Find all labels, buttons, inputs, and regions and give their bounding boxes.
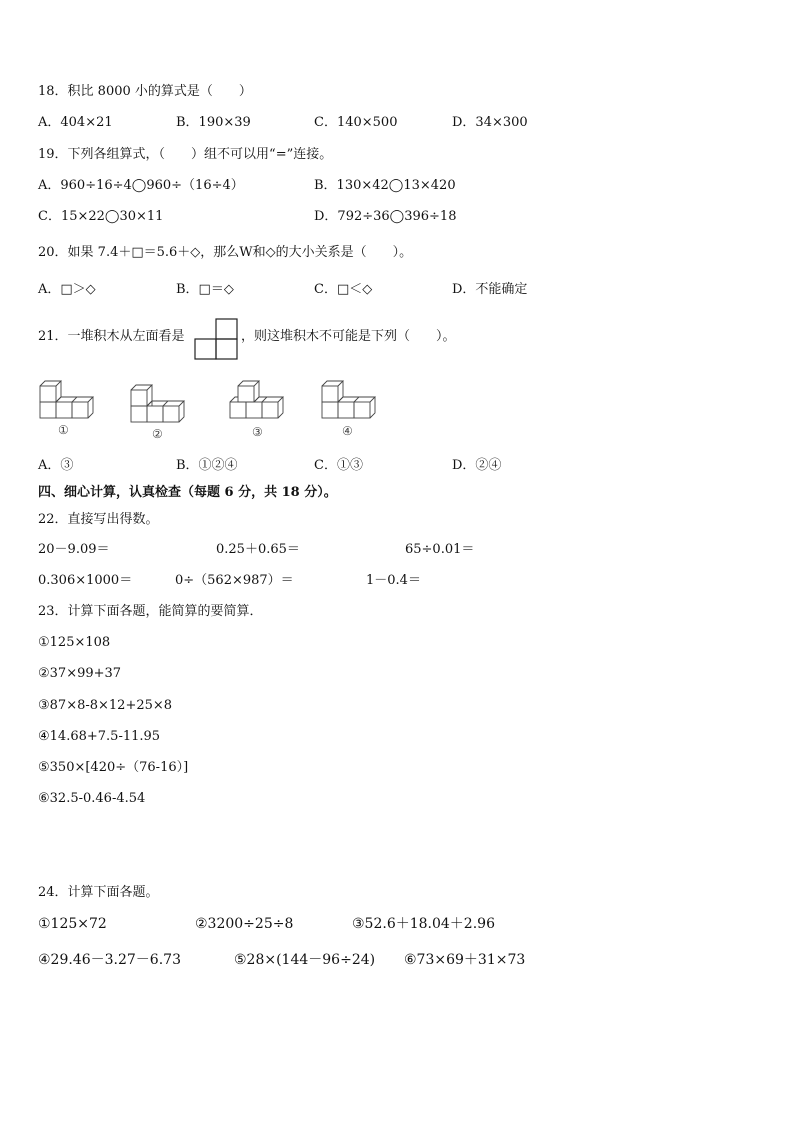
q21-option-d: D．②④	[452, 458, 502, 473]
q19-option-c: C．15×22◯30×11	[38, 209, 164, 224]
q20-option-a: A．□＞◇	[38, 282, 96, 297]
q24-stem: 24．计算下面各题。	[38, 885, 159, 900]
q19-option-b: B．130×42◯13×420	[314, 178, 456, 193]
q18-option-c: C．140×500	[314, 115, 398, 130]
q23-item-1: ①125×108	[38, 635, 111, 650]
q23-stem: 23．计算下面各题，能简算的要简算．	[38, 604, 263, 619]
q23-item-5: ⑤350×[420÷（76-16）]	[38, 760, 189, 775]
cube-figure-4	[320, 380, 386, 422]
q21-option-a: A．③	[38, 458, 74, 473]
q18-option-b: B．190×39	[176, 115, 251, 130]
q18-stem: 18．积比 8000 小的算式是（ ）	[38, 84, 252, 99]
q24-item-3: ③52.6＋18.04＋2.96	[352, 916, 495, 932]
q24-item-2: ②3200÷25÷8	[195, 916, 294, 932]
q22-item-4: 0.306×1000＝	[38, 573, 133, 588]
q22-item-1: 20－9.09＝	[38, 542, 110, 557]
q23-item-6: ⑥32.5-0.46-4.54	[38, 791, 146, 806]
q24-item-6: ⑥73×69＋31×73	[404, 952, 526, 968]
left-view-figure	[193, 318, 239, 360]
q18-option-d: D．34×300	[452, 115, 528, 130]
q24-item-5: ⑤28×(144－96÷24)	[234, 952, 376, 968]
q23-item-4: ④14.68+7.5-11.95	[38, 729, 161, 744]
q23-item-2: ②37×99+37	[38, 666, 122, 681]
q20-stem: 20．如果 7.4＋□＝5.6＋◇，那么W和◇的大小关系是（ ）。	[38, 245, 413, 260]
section-4-heading: 四、细心计算，认真检查（每题 6 分，共 18 分）。	[38, 485, 337, 500]
cube-figure-3	[228, 380, 294, 422]
q22-stem: 22．直接写出得数。	[38, 512, 159, 527]
cube-figure-1	[38, 380, 100, 422]
q20-option-d: D．不能确定	[452, 282, 528, 297]
q22-item-2: 0.25＋0.65＝	[216, 542, 300, 557]
q24-item-4: ④29.46－3.27－6.73	[38, 952, 181, 968]
q21-option-c: C．①③	[314, 458, 363, 473]
q21-option-b: B．①②④	[176, 458, 238, 473]
cube-figure-2	[127, 382, 197, 424]
cube-figure-3-label: ③	[252, 425, 263, 439]
q18-option-a: A．404×21	[38, 115, 113, 130]
q20-option-c: C．□＜◇	[314, 282, 373, 297]
q22-item-5: 0÷（562×987）＝	[175, 573, 294, 588]
q19-option-a: A．960÷16÷4◯960÷（16÷4）	[38, 178, 244, 193]
q20-option-b: B．□＝◇	[176, 282, 234, 297]
q19-option-d: D．792÷36◯396÷18	[314, 209, 457, 224]
q21-stem-after: ，则这堆积木不可能是下列（ ）。	[241, 329, 456, 344]
cube-figure-2-label: ②	[152, 427, 163, 441]
q23-item-3: ③87×8-8×12+25×8	[38, 698, 173, 713]
cube-figure-4-label: ④	[342, 424, 353, 438]
cube-figure-1-label: ①	[58, 423, 69, 437]
q22-item-6: 1－0.4＝	[366, 573, 421, 588]
q24-item-1: ①125×72	[38, 916, 107, 932]
q21-stem-before: 21．一堆积木从左面看是	[38, 329, 185, 344]
q22-item-3: 65÷0.01＝	[405, 542, 475, 557]
q19-stem: 19．下列各组算式，（ ）组不可以用“=”连接。	[38, 147, 333, 162]
